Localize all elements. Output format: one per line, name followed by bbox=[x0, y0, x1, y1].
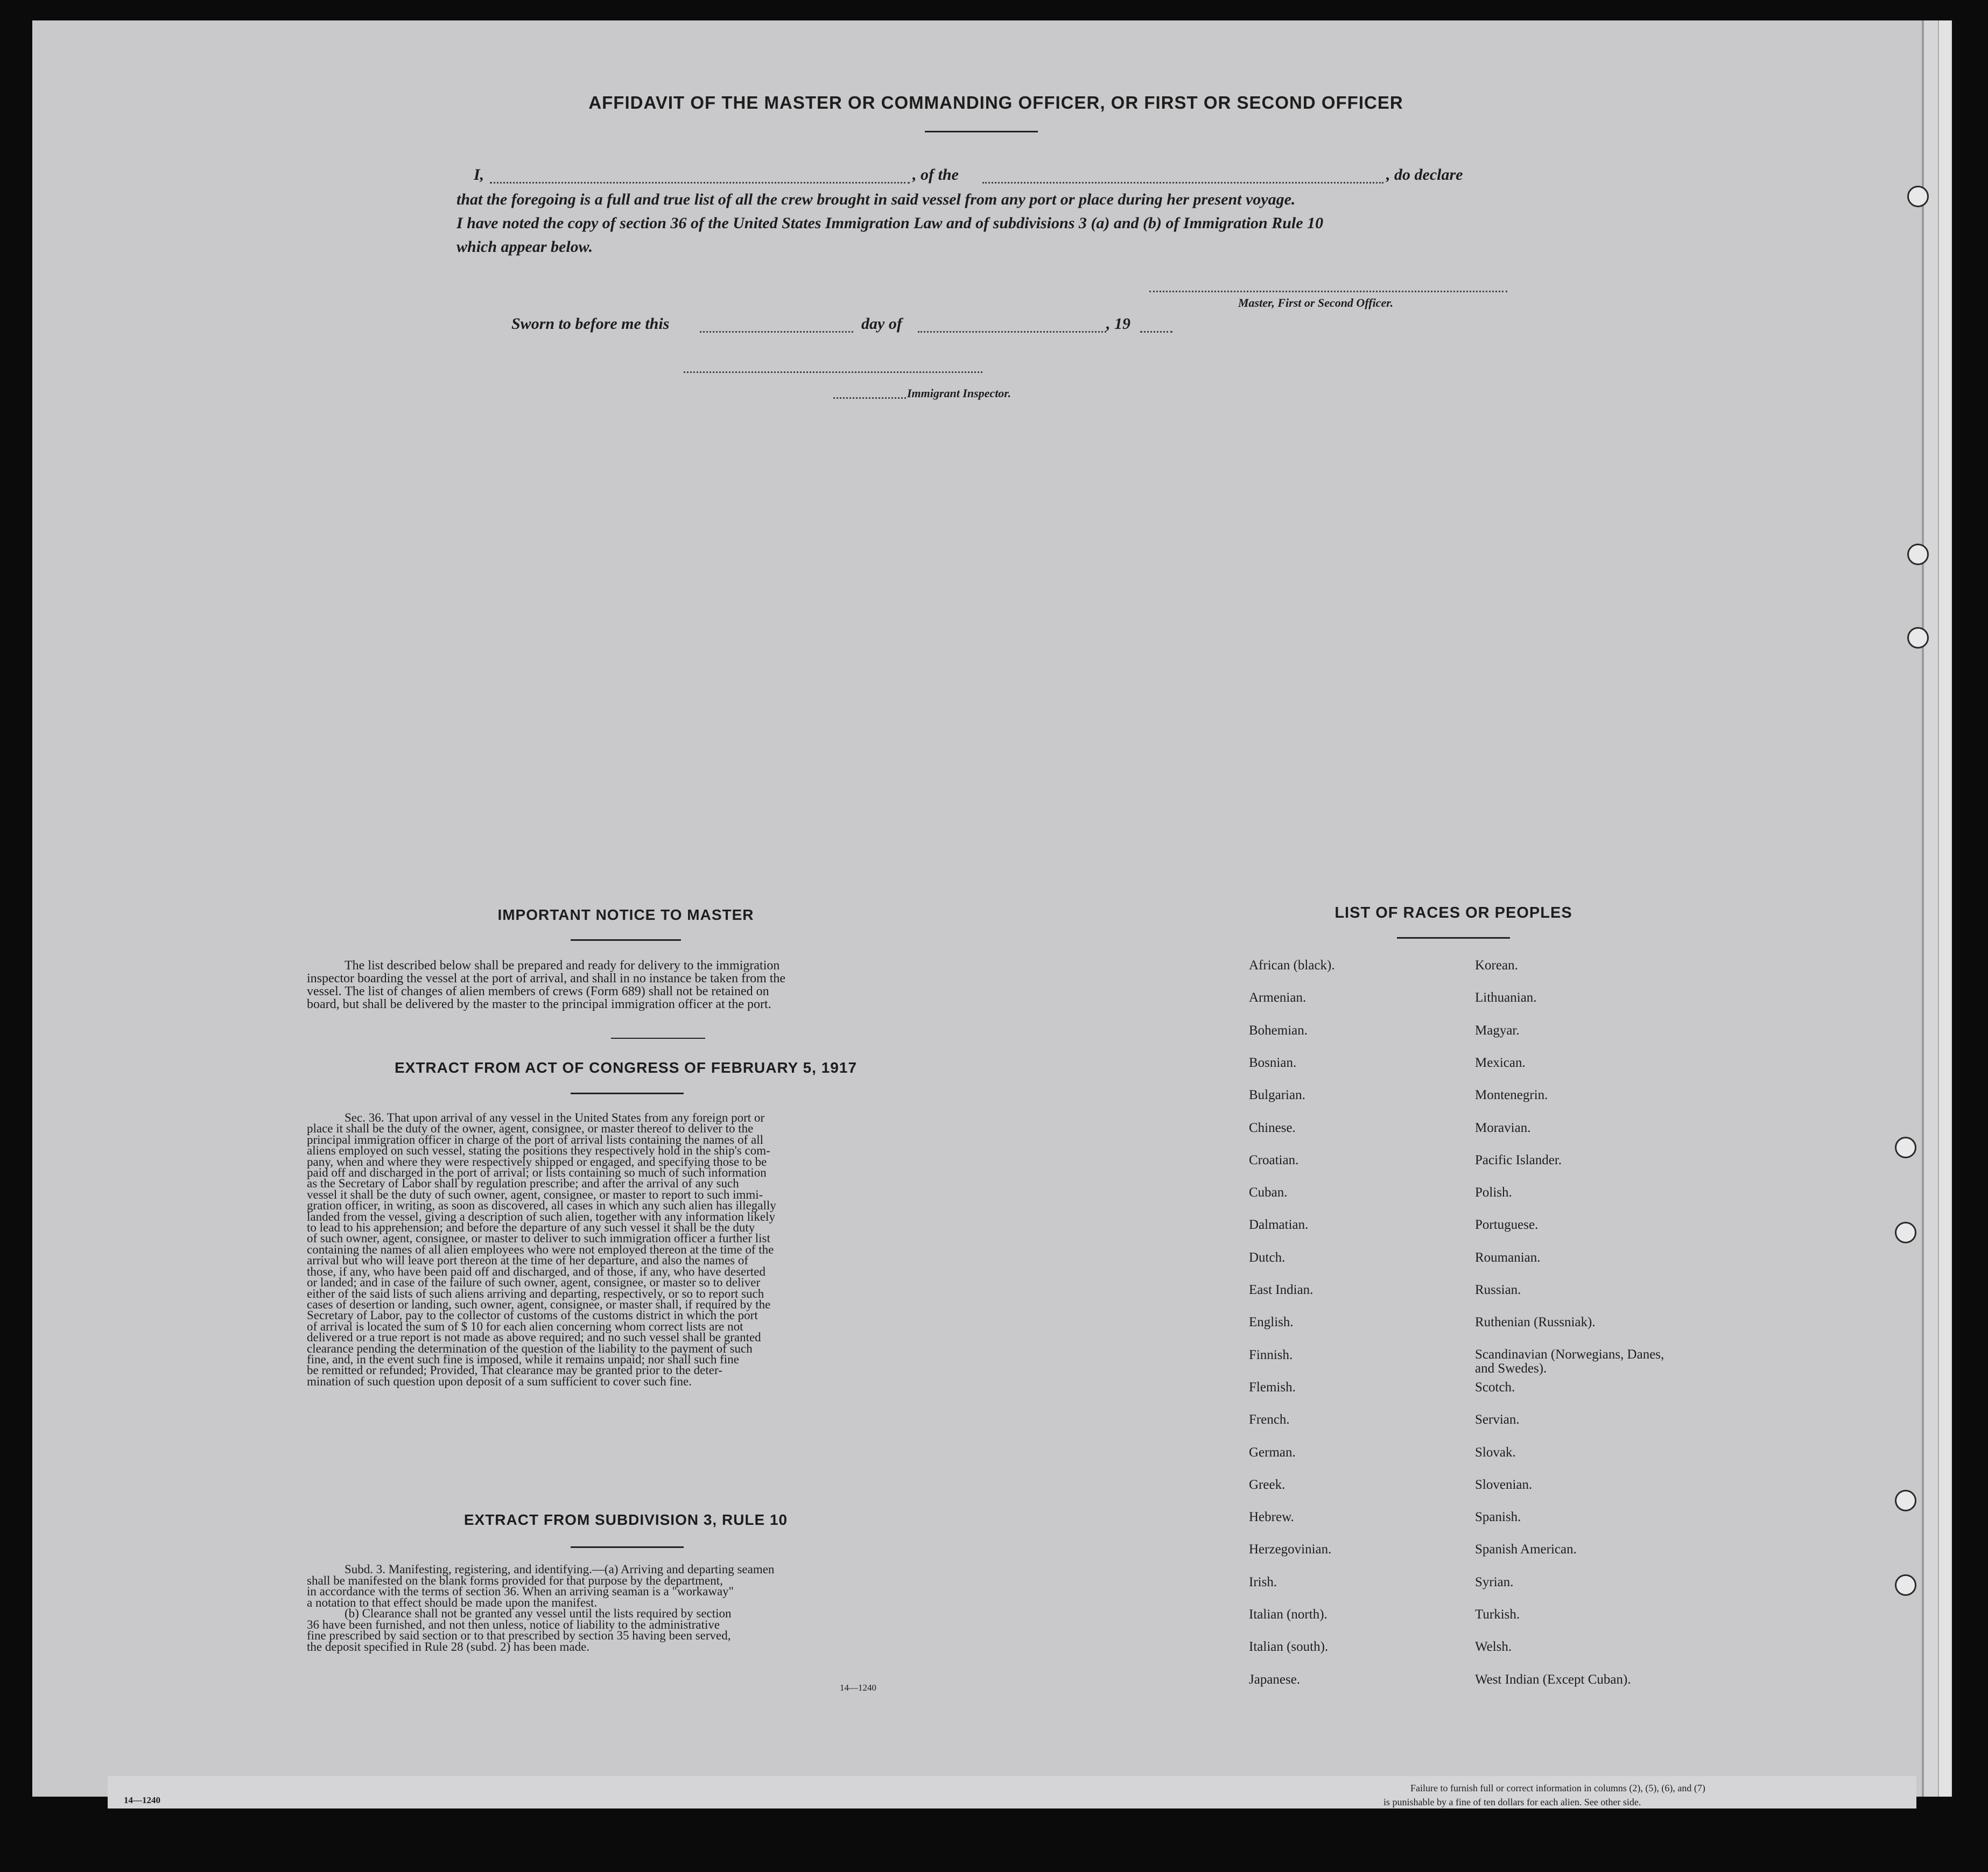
race-entry: Slovak. bbox=[1475, 1445, 1516, 1460]
inspector-dots bbox=[833, 397, 906, 399]
notice-line: The list described below shall be prepared and ready for delivery to the immigration bbox=[345, 959, 780, 973]
body-line: containing the names of all alien employees who were not employed thereon at the time of the bbox=[307, 1242, 774, 1256]
notice-line: inspector boarding the vessel at the port of arrival, and shall in no instance be taken from the bbox=[307, 972, 786, 986]
act-title-rule bbox=[571, 1093, 684, 1094]
body-line: pany, when and where they were respectively shipped or engaged, and specifying those to be bbox=[307, 1155, 767, 1169]
race-entry: Syrian. bbox=[1475, 1574, 1514, 1589]
footer-form-number: 14—1240 bbox=[124, 1795, 160, 1805]
body-line: be remitted or refunded; Provided, That clearance may be granted prior to the deter- bbox=[307, 1363, 722, 1377]
race-entry: Portuguese. bbox=[1475, 1217, 1539, 1233]
body-line: fine prescribed by said section or to that prescribed by section 35 having been served, bbox=[307, 1629, 731, 1642]
vessel-field[interactable] bbox=[982, 182, 1383, 184]
rule-form-number: 14—1240 bbox=[840, 1683, 876, 1693]
notice-divider bbox=[611, 1038, 705, 1039]
race-entry: Mexican. bbox=[1475, 1055, 1526, 1070]
body-line: 36 have been furnished, and not then unless, notice of liability to the administrative bbox=[307, 1617, 720, 1631]
race-entry: Spanish American. bbox=[1475, 1542, 1577, 1557]
race-entry: Herzegovinian. bbox=[1249, 1542, 1332, 1557]
binder-hole-icon bbox=[1907, 627, 1929, 649]
race-entry: Montenegrin. bbox=[1475, 1088, 1548, 1103]
races-title: LIST OF RACES OR PEOPLES bbox=[1334, 904, 1572, 921]
signature-label: Master, First or Second Officer. bbox=[1238, 296, 1394, 309]
affidavit-of-the-label: , of the bbox=[912, 166, 959, 184]
notice-line: vessel. The list of changes of alien members of crews (Form 689) shall not be retained on bbox=[307, 984, 769, 998]
underlying-page-edge-2 bbox=[1938, 20, 1951, 1797]
body-line: gration officer, in writing, as soon as discovered, all cases in which any such alien has illegally bbox=[307, 1199, 776, 1213]
body-line: cases of desertion or landing, such owner, agent, consignee, or master shall, if required by the bbox=[307, 1297, 771, 1311]
body-line: as the Secretary of Labor shall by regulation prescribe; and after the arrival of any such bbox=[307, 1177, 739, 1191]
affidavit-i-label: I, bbox=[474, 166, 484, 184]
body-line: vessel it shall be the duty of such owner, agent, consignee, or master to report to such immi- bbox=[307, 1187, 763, 1201]
race-entry: Moravian. bbox=[1475, 1120, 1531, 1135]
affidavit-title: AFFIDAVIT OF THE MASTER OR COMMANDING OFFICER, OR FIRST OR SECOND OFFICER bbox=[588, 93, 1403, 112]
race-entry: Polish. bbox=[1475, 1185, 1512, 1200]
body-line: Secretary of Labor, pay to the collector of customs of the customs district in which the port bbox=[307, 1308, 758, 1322]
body-line: clearance pending the determination of the question of the liability to the payment of such bbox=[307, 1341, 753, 1355]
affidavit-line-3: I have noted the copy of section 36 of the United States Immigration Law and of subdivisions 3 (a) and (b) of Immigration Rule 10 bbox=[456, 214, 1324, 232]
inspector-label: Immigrant Inspector. bbox=[907, 386, 1011, 400]
binder-hole-icon bbox=[1895, 1137, 1916, 1158]
affidavit-line-1 bbox=[474, 166, 1507, 187]
race-entry: East Indian. bbox=[1249, 1283, 1313, 1297]
binder-hole-icon bbox=[1895, 1490, 1916, 1511]
affidavit-title-rule bbox=[925, 131, 1038, 132]
race-entry: English. bbox=[1249, 1315, 1294, 1330]
notice-line: board, but shall be delivered by the master to the principal immigration officer at the port. bbox=[307, 997, 771, 1011]
race-entry: Welsh. bbox=[1475, 1639, 1512, 1655]
race-entry: Turkish. bbox=[1475, 1607, 1520, 1622]
race-entry: Bulgarian. bbox=[1249, 1088, 1305, 1103]
sworn-year-field[interactable] bbox=[1140, 331, 1172, 333]
race-entry: African (black). bbox=[1249, 958, 1335, 973]
race-entry: Croatian. bbox=[1249, 1152, 1299, 1167]
race-entry: Armenian. bbox=[1249, 990, 1306, 1005]
sworn-year-label: , 19 bbox=[1106, 315, 1130, 333]
race-entry: Dalmatian. bbox=[1249, 1217, 1309, 1233]
body-line: aliens employed on such vessel, stating the positions they respectively hold in the ship's com- bbox=[307, 1144, 770, 1158]
body-line: Subd. 3. Manifesting, registering, and identifying.—(a) Arriving and departing seamen bbox=[345, 1563, 775, 1576]
race-entry: Italian (south). bbox=[1249, 1639, 1329, 1655]
sworn-day-field[interactable] bbox=[700, 331, 853, 333]
sworn-month-field[interactable] bbox=[918, 331, 1106, 333]
body-line: delivered or a true report is not made as above required; and no such vessel shall be granted bbox=[307, 1331, 761, 1345]
body-line: fine, and, in the event such fine is imposed, while it remains unpaid; nor shall such fine bbox=[307, 1352, 739, 1366]
race-entry: Servian. bbox=[1475, 1412, 1520, 1427]
race-entry: Scotch. bbox=[1475, 1380, 1515, 1395]
name-field[interactable] bbox=[490, 182, 910, 184]
body-line: Sec. 36. That upon arrival of any vessel in the United States from any foreign port or bbox=[345, 1111, 765, 1124]
body-line: paid off and discharged in the port of arrival; or lists containing so much of such information bbox=[307, 1166, 767, 1180]
body-line: (b) Clearance shall not be granted any vessel until the lists required by section bbox=[345, 1607, 732, 1620]
body-line: of such owner, agent, consignee, or master to deliver to such immigration officer a further list bbox=[307, 1231, 770, 1245]
act-title: EXTRACT FROM ACT OF CONGRESS OF FEBRUARY 5, 1917 bbox=[394, 1059, 858, 1076]
sworn-line bbox=[511, 315, 1184, 336]
race-entry: Dutch. bbox=[1249, 1250, 1285, 1265]
race-entry: Pacific Islander. bbox=[1475, 1152, 1562, 1167]
race-entry: Flemish. bbox=[1249, 1380, 1296, 1395]
race-entry: Hebrew. bbox=[1249, 1510, 1294, 1525]
body-line: principal immigration officer in charge of the port of arrival lists containing the names of all bbox=[307, 1132, 763, 1146]
race-entry: Spanish. bbox=[1475, 1510, 1521, 1525]
race-entry: Chinese. bbox=[1249, 1120, 1296, 1135]
body-line: a notation to that effect should be made upon the manifest. bbox=[307, 1595, 598, 1609]
race-entry: Roumanian. bbox=[1475, 1250, 1541, 1265]
race-entry: Scandinavian (Norwegians, Danes, and Swedes). bbox=[1475, 1347, 1664, 1376]
footer-line-1: Failure to furnish full or correct information in columns (2), (5), (6), and (7) bbox=[1410, 1783, 1705, 1793]
race-entry: Italian (north). bbox=[1249, 1607, 1327, 1622]
notice-title-rule bbox=[571, 939, 681, 941]
body-line: landed from the vessel, giving a description of such alien, together with any information likely bbox=[307, 1209, 775, 1223]
race-entry: Lithuanian. bbox=[1475, 990, 1537, 1005]
binder-hole-icon bbox=[1895, 1222, 1916, 1243]
signature-field[interactable] bbox=[1149, 291, 1507, 292]
race-entry: Finnish. bbox=[1249, 1347, 1293, 1362]
body-line: in accordance with the terms of section 36. When an arriving seaman is a "workaway" bbox=[307, 1585, 734, 1598]
notice-body bbox=[307, 959, 945, 1011]
race-entry: Greek. bbox=[1249, 1477, 1285, 1492]
race-entry: West Indian (Except Cuban). bbox=[1475, 1672, 1631, 1687]
body-line: shall be manifested on the blank forms provided for that purpose by the department, bbox=[307, 1573, 723, 1587]
body-line: either of the said lists of such aliens arriving and departing, respectively, or so to report such bbox=[307, 1286, 764, 1300]
race-entry: Irish. bbox=[1249, 1574, 1277, 1589]
rule-title: EXTRACT FROM SUBDIVISION 3, RULE 10 bbox=[463, 1511, 788, 1528]
race-entry: Russian. bbox=[1475, 1283, 1521, 1297]
body-line: arrival but who will leave port thereon at the time of her departure, and also the names of bbox=[307, 1254, 749, 1268]
body-line: mination of such question upon deposit of a sum sufficient to cover such fine. bbox=[307, 1374, 692, 1388]
footer-line-2: is punishable by a fine of ten dollars for each alien. See other side. bbox=[1383, 1797, 1641, 1807]
body-line: or landed; and in case of the failure of such owner, agent, consignee, or master so to deliver bbox=[307, 1276, 761, 1290]
race-entry: Bosnian. bbox=[1249, 1055, 1297, 1070]
inspector-signature-field[interactable] bbox=[684, 371, 982, 373]
race-entry: German. bbox=[1249, 1445, 1296, 1460]
body-line: of arrival is located the sum of $ 10 for each alien concerning whom correct lists are not bbox=[307, 1319, 743, 1333]
binder-hole-icon bbox=[1907, 544, 1929, 565]
body-line: those, if any, who have been paid off and discharged, and of those, if any, who have deserted bbox=[307, 1264, 766, 1278]
act-body bbox=[307, 1113, 945, 1387]
body-line: place it shall be the duty of the owner, agent, consignee, or master thereof to deliver to the bbox=[307, 1122, 754, 1136]
notice-title: IMPORTANT NOTICE TO MASTER bbox=[497, 906, 754, 923]
race-entry: French. bbox=[1249, 1412, 1290, 1427]
sworn-prefix: Sworn to before me this bbox=[511, 315, 670, 333]
rule-title-rule bbox=[571, 1546, 684, 1548]
races-title-rule bbox=[1397, 937, 1510, 939]
affidavit-line-4: which appear below. bbox=[456, 238, 593, 256]
race-entry: Japanese. bbox=[1249, 1672, 1301, 1687]
body-line: the deposit specified in Rule 28 (subd. 2) has been made. bbox=[307, 1639, 590, 1653]
affidavit-do-declare-label: , do declare bbox=[1386, 166, 1463, 184]
race-entry: Ruthenian (Russniak). bbox=[1475, 1315, 1596, 1330]
race-entry: Cuban. bbox=[1249, 1185, 1288, 1200]
race-entry: Korean. bbox=[1475, 958, 1518, 973]
race-entry: Magyar. bbox=[1475, 1023, 1520, 1038]
race-entry: Slovenian. bbox=[1475, 1477, 1533, 1492]
binder-hole-icon bbox=[1895, 1574, 1916, 1596]
sworn-day-of-label: day of bbox=[861, 315, 902, 333]
body-line: to lead to his apprehension; and before the departure of any such vessel it shall be the duty bbox=[307, 1221, 755, 1235]
affidavit-line-2: that the foregoing is a full and true list of all the crew brought in said vessel from any port or place during her present voyage. bbox=[456, 191, 1296, 208]
rule-body bbox=[307, 1564, 945, 1652]
race-entry: Bohemian. bbox=[1249, 1023, 1308, 1038]
binder-hole-icon bbox=[1907, 186, 1929, 207]
